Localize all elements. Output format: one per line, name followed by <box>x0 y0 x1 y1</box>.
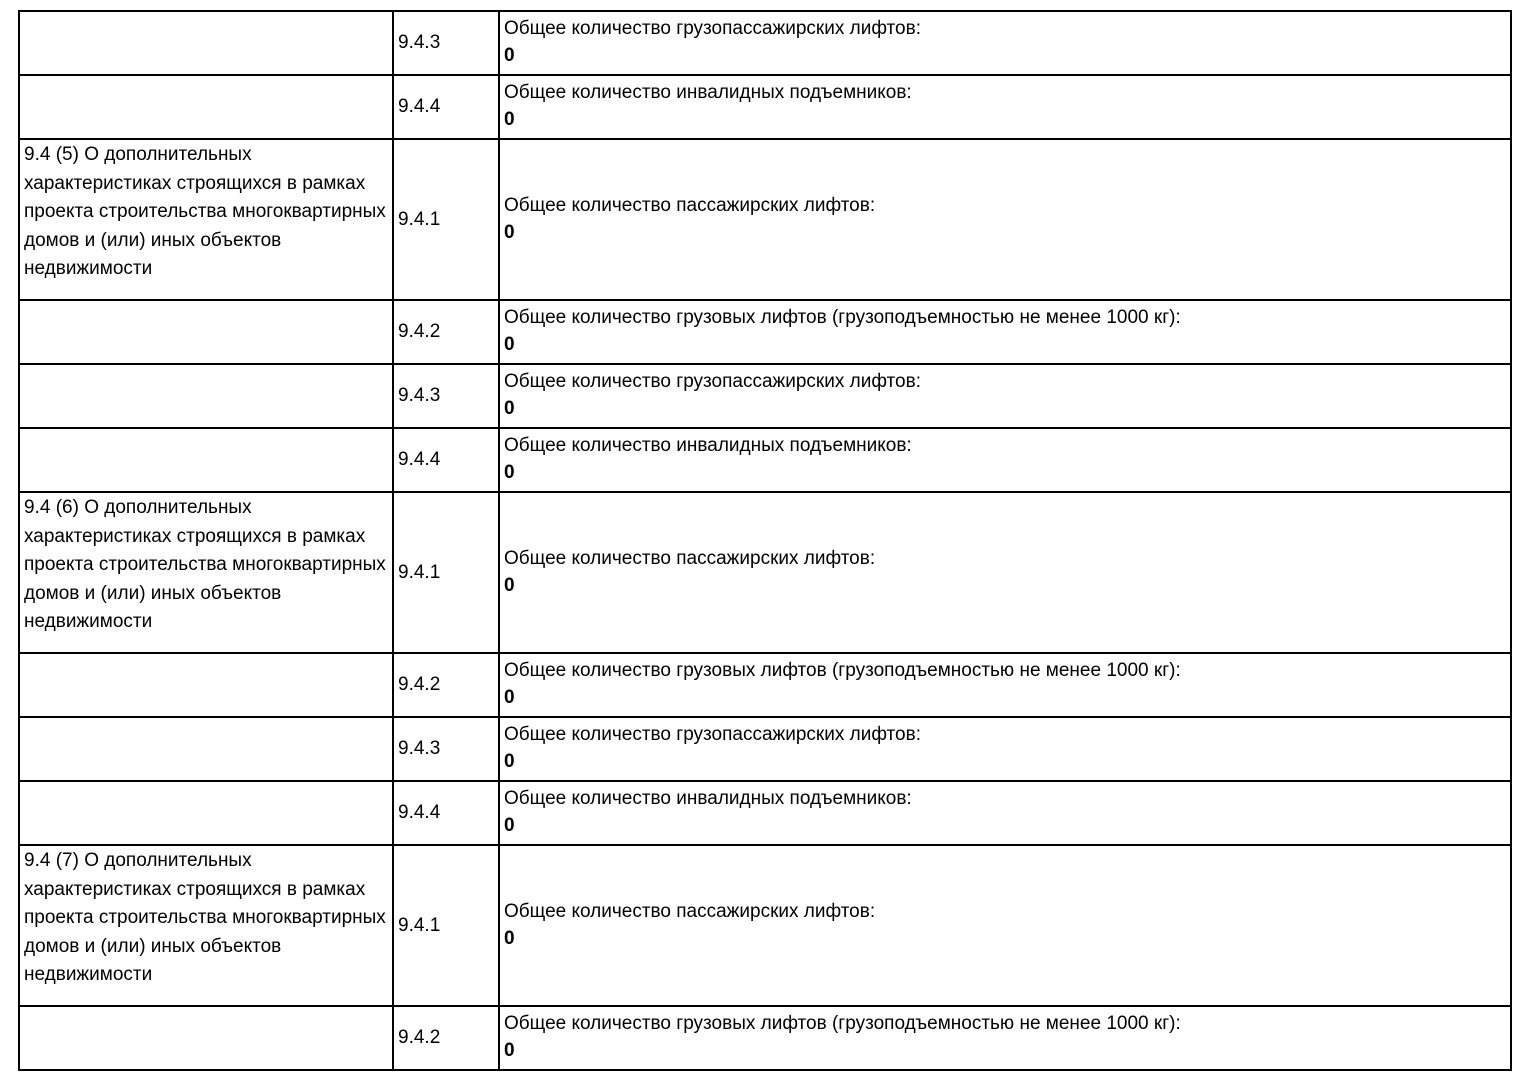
description-cell <box>499 75 1511 139</box>
description-cell <box>499 845 1511 1006</box>
code-cell: 9.4.3 <box>393 364 499 428</box>
field-value: 0 <box>504 462 515 483</box>
table-row <box>19 300 1511 364</box>
table-row <box>19 1006 1511 1070</box>
table-row <box>19 139 1511 300</box>
section-cell <box>19 653 393 717</box>
section-cell <box>19 1006 393 1070</box>
section-label: 9.4 (7) О дополнительных характеристиках строящихся в рамках проекта строительства многоквартирных домов и (или) иных объектов недвижимости <box>24 850 386 985</box>
section-cell <box>19 845 393 1006</box>
field-label: Общее количество грузопассажирских лифтов: <box>504 18 921 40</box>
field-value: 0 <box>504 221 515 243</box>
section-cell <box>19 364 393 428</box>
code-cell: 9.4.4 <box>393 428 499 492</box>
description-cell <box>499 492 1511 653</box>
field-value: 0 <box>504 687 515 708</box>
table-row <box>19 492 1511 653</box>
description-cell <box>499 300 1511 364</box>
field-value: 0 <box>504 815 515 836</box>
table-row <box>19 653 1511 717</box>
section-cell <box>19 300 393 364</box>
section-cell <box>19 139 393 300</box>
field-label: Общее количество грузовых лифтов (грузоподъемностью не менее 1000 кг): <box>504 307 1181 329</box>
section-cell <box>19 492 393 653</box>
field-label: Общее количество грузовых лифтов (грузоподъемностью не менее 1000 кг): <box>504 1013 1181 1035</box>
code-cell: 9.4.2 <box>393 1006 499 1070</box>
section-label: 9.4 (6) О дополнительных характеристиках строящихся в рамках проекта строительства многоквартирных домов и (или) иных объектов недвижимости <box>24 497 386 632</box>
table-row <box>19 75 1511 139</box>
field-value: 0 <box>504 574 515 596</box>
field-value: 0 <box>504 334 515 355</box>
description-cell <box>499 11 1511 75</box>
field-value: 0 <box>504 45 515 66</box>
table-row <box>19 364 1511 428</box>
section-cell <box>19 428 393 492</box>
document-page <box>0 10 1529 1090</box>
field-value: 0 <box>504 109 515 130</box>
declaration-table <box>18 10 1512 1071</box>
description-cell <box>499 364 1511 428</box>
field-value: 0 <box>504 398 515 419</box>
code-cell: 9.4.4 <box>393 75 499 139</box>
field-label: Общее количество грузовых лифтов (грузоподъемностью не менее 1000 кг): <box>504 660 1181 682</box>
section-cell <box>19 75 393 139</box>
description-cell <box>499 653 1511 717</box>
field-label: Общее количество инвалидных подъемников: <box>504 788 912 810</box>
description-cell <box>499 1006 1511 1070</box>
field-label: Общее количество грузопассажирских лифтов: <box>504 371 921 393</box>
code-cell: 9.4.1 <box>393 845 499 1006</box>
field-value: 0 <box>504 927 515 949</box>
description-cell <box>499 139 1511 300</box>
table-row <box>19 845 1511 1006</box>
section-cell <box>19 717 393 781</box>
section-cell <box>19 781 393 845</box>
section-cell <box>19 11 393 75</box>
table-row <box>19 781 1511 845</box>
section-label: 9.4 (5) О дополнительных характеристиках строящихся в рамках проекта строительства многоквартирных домов и (или) иных объектов недвижимости <box>24 144 386 279</box>
code-cell: 9.4.1 <box>393 139 499 300</box>
description-cell <box>499 717 1511 781</box>
description-cell <box>499 781 1511 845</box>
code-cell: 9.4.2 <box>393 653 499 717</box>
field-label: Общее количество пассажирских лифтов: <box>504 900 876 922</box>
field-value: 0 <box>504 1040 515 1061</box>
code-cell: 9.4.3 <box>393 11 499 75</box>
description-cell <box>499 428 1511 492</box>
code-cell: 9.4.1 <box>393 492 499 653</box>
table-row <box>19 717 1511 781</box>
code-cell: 9.4.2 <box>393 300 499 364</box>
table-row <box>19 428 1511 492</box>
field-label: Общее количество пассажирских лифтов: <box>504 194 876 216</box>
table-row <box>19 11 1511 75</box>
field-value: 0 <box>504 751 515 772</box>
code-cell: 9.4.3 <box>393 717 499 781</box>
field-label: Общее количество грузопассажирских лифтов: <box>504 724 921 746</box>
field-label: Общее количество пассажирских лифтов: <box>504 547 876 569</box>
field-label: Общее количество инвалидных подъемников: <box>504 435 912 457</box>
code-cell: 9.4.4 <box>393 781 499 845</box>
field-label: Общее количество инвалидных подъемников: <box>504 82 912 104</box>
